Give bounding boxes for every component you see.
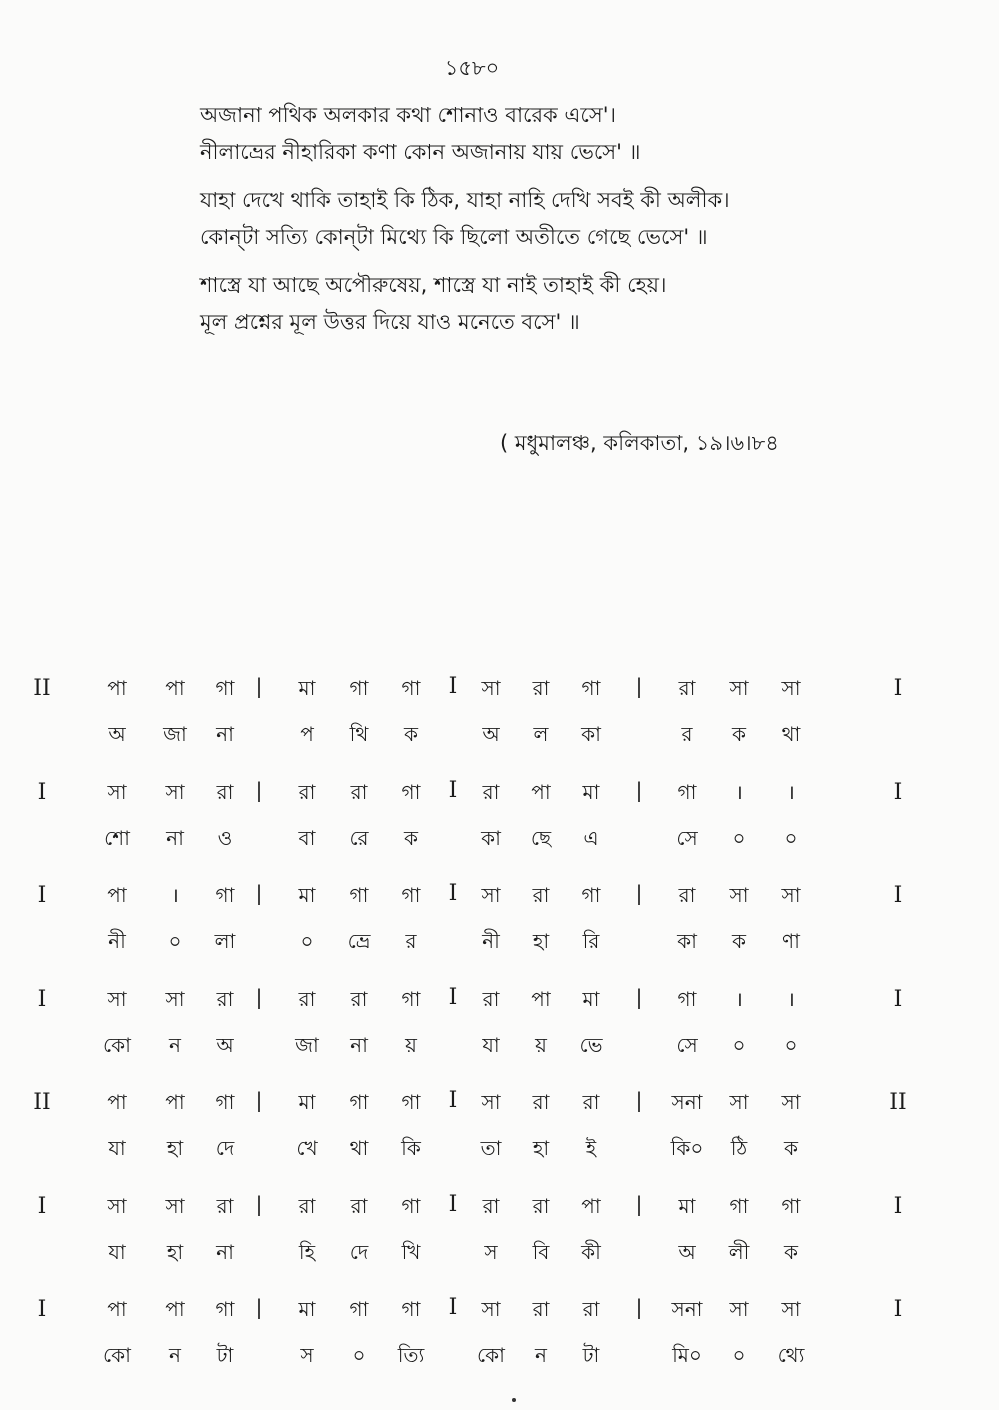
lyric-syllable: ০: [352, 1343, 366, 1367]
swara-note: মা: [298, 883, 316, 907]
lyric-syllable: যা: [108, 1136, 126, 1160]
lyric-syllable: ০: [732, 1032, 746, 1057]
lyric-syllable: ০: [784, 825, 798, 850]
lyric-syllable: ক: [784, 1136, 798, 1160]
measure-divider: I: [448, 777, 458, 803]
lyric-syllable: ক: [732, 929, 746, 953]
lyric-syllable: কা: [581, 722, 601, 746]
lyric-syllable: না: [216, 722, 234, 746]
swara-note: সা: [165, 779, 185, 804]
swara-note: মা: [298, 1090, 316, 1114]
lyric-syllable: যা: [108, 1239, 126, 1264]
lyric-syllable: হি: [298, 1239, 316, 1264]
swara-note: রা: [350, 986, 368, 1011]
swara-note: মা: [582, 779, 600, 804]
swara-note: গা: [349, 883, 369, 907]
end-bar-symbol: I: [893, 676, 903, 701]
swara-note: রা: [678, 883, 696, 907]
lyric-syllable: হা: [532, 1136, 550, 1160]
lyric-syllable: রে: [349, 825, 369, 850]
swara-note: ।: [787, 986, 795, 1011]
swara-note: রা: [532, 1193, 550, 1218]
swara-note: সা: [729, 676, 749, 700]
lyric-syllable: ০: [168, 929, 182, 953]
lyric-syllable: ক: [732, 722, 746, 746]
lyric-syllable: দে: [215, 1136, 235, 1160]
swara-note: মা: [582, 986, 600, 1011]
end-bar-symbol: I: [893, 883, 903, 908]
swara-note: গা: [349, 1297, 369, 1321]
swara-note: সা: [481, 676, 501, 700]
swara-note: সা: [729, 1297, 749, 1321]
swara-note: রা: [216, 1193, 234, 1218]
swara-note: পা: [107, 1297, 127, 1321]
swara-note: ।: [787, 779, 795, 804]
verse-line: কোন্‌টা সত্যি কোন্‌টা মিথ্যে কি ছিলো অতীতে গেছে ভেসে' ॥: [200, 225, 708, 249]
lyric-syllable: এ: [583, 825, 599, 850]
swara-note: সা: [481, 1090, 501, 1114]
swara-note: রা: [216, 779, 234, 804]
lyric-syllable: ০: [732, 825, 746, 850]
end-bar-symbol: I: [893, 779, 903, 805]
swara-note: গা: [215, 1090, 235, 1114]
lyric-syllable: ছে: [530, 825, 552, 850]
beat-divider: |: [635, 674, 643, 698]
swara-line: [96, 985, 826, 1021]
lyric-syllable: প: [300, 722, 314, 746]
start-bar-symbol: I: [37, 1193, 47, 1219]
swara-note: মা: [298, 1297, 316, 1321]
swara-note: গা: [581, 676, 601, 700]
stanza: [200, 270, 900, 337]
verse-line: যাহা দেখে থাকি তাহাই কি ঠিক, যাহা নাহি দেখি সবই কী অলীক।: [200, 188, 730, 212]
lyric-syllable: কি০: [670, 1136, 704, 1160]
lyric-syllable: সে: [676, 1032, 698, 1057]
swara-note: গা: [677, 779, 697, 804]
swara-line: [96, 881, 826, 917]
beat-divider: |: [255, 1088, 263, 1112]
page-mark: [512, 1398, 516, 1402]
swara-note: রা: [216, 986, 234, 1011]
notation-row: [0, 1186, 999, 1290]
swara-note: পা: [531, 986, 551, 1011]
lyric-syllable: থা: [349, 1136, 369, 1160]
lyric-syllable: খি: [401, 1239, 421, 1264]
lyric-syllable: না: [166, 825, 184, 850]
start-bar-symbol: II: [33, 1090, 51, 1115]
swara-note: সা: [165, 986, 185, 1011]
swara-note: সা: [481, 883, 501, 907]
swara-note: সা: [781, 1090, 801, 1114]
swara-note: পা: [165, 1297, 185, 1321]
swara-note: গা: [401, 986, 421, 1011]
end-bar-symbol: II: [889, 1090, 907, 1115]
beat-divider: |: [635, 881, 643, 905]
beat-divider: |: [255, 984, 263, 1009]
swara-note: সা: [781, 676, 801, 700]
swara-note: গা: [349, 1090, 369, 1114]
lyric-syllable: ও: [217, 825, 233, 850]
lyric-syllable: ই: [585, 1136, 597, 1160]
measure-divider: I: [448, 984, 458, 1010]
beat-divider: |: [255, 674, 263, 698]
swara-note: মা: [678, 1193, 696, 1218]
swara-note: পা: [531, 779, 551, 804]
lyric-syllable: ঠি: [730, 1136, 748, 1160]
beat-divider: |: [635, 777, 643, 802]
beat-divider: |: [635, 984, 643, 1009]
beat-divider: |: [255, 881, 263, 905]
lyric-syllable: থা: [781, 722, 801, 746]
swara-note: রা: [532, 1090, 550, 1114]
lyric-syllable: শো: [104, 825, 130, 850]
swara-line: [96, 674, 826, 710]
lyric-syllable: টা: [582, 1343, 600, 1367]
lyric-syllable: স: [300, 1343, 314, 1367]
syllable-line: [96, 824, 826, 860]
swara-note: রা: [482, 1193, 500, 1218]
swara-note: রা: [298, 779, 316, 804]
lyric-syllable: থ্যে: [777, 1343, 805, 1367]
page-number: ১৫৮০: [444, 56, 500, 80]
measure-divider: I: [448, 674, 458, 699]
lyric-syllable: ক: [784, 1239, 798, 1264]
notation-row: [0, 772, 999, 876]
lyric-syllable: ন: [535, 1343, 547, 1367]
swara-note: গা: [401, 1297, 421, 1321]
lyric-syllable: য়: [405, 1032, 417, 1057]
lyric-syllable: ০: [300, 929, 314, 953]
swara-note: রা: [532, 883, 550, 907]
lyric-syllable: জা: [295, 1032, 319, 1057]
swara-note: পা: [165, 1090, 185, 1114]
lyric-syllable: জা: [163, 722, 187, 746]
stanza: [200, 185, 900, 252]
lyric-syllable: বি: [532, 1239, 550, 1264]
lyric-syllable: রি: [582, 929, 600, 953]
swara-note: সনা: [671, 1090, 703, 1114]
lyric-syllable: ক: [404, 722, 418, 746]
lyric-syllable: ণা: [782, 929, 800, 953]
lyric-syllable: যা: [482, 1032, 500, 1057]
end-bar-symbol: I: [893, 986, 903, 1012]
lyric-syllable: ন: [169, 1032, 181, 1057]
swara-note: গা: [401, 883, 421, 907]
swara-note: গা: [401, 1090, 421, 1114]
swara-note: পা: [107, 676, 127, 700]
swara-note: সা: [781, 883, 801, 907]
swara-note: পা: [107, 1090, 127, 1114]
notation-row: [0, 875, 999, 979]
beat-divider: |: [255, 1191, 263, 1216]
swara-note: রা: [350, 1193, 368, 1218]
swara-note: রা: [582, 1090, 600, 1114]
lyric-syllable: ক: [404, 825, 418, 850]
swara-note: রা: [350, 779, 368, 804]
lyric-syllable: না: [350, 1032, 368, 1057]
end-bar-symbol: I: [893, 1193, 903, 1219]
measure-divider: I: [448, 1191, 458, 1217]
start-bar-symbol: I: [37, 1297, 47, 1322]
swara-note: সা: [729, 883, 749, 907]
beat-divider: |: [255, 1295, 263, 1319]
lyric-syllable: সে: [676, 825, 698, 850]
notation-row: [0, 1289, 999, 1393]
lyric-syllable: বা: [298, 825, 316, 850]
swara-note: রা: [482, 986, 500, 1011]
verse-line: শাস্ত্রে যা আছে অপৌরুষেয়, শাস্ত্রে যা নাই তাহাই কী হেয়।: [200, 273, 667, 297]
swara-note: গা: [215, 676, 235, 700]
syllable-line: [96, 1031, 826, 1067]
swara-note: রা: [532, 1297, 550, 1321]
start-bar-symbol: I: [37, 883, 47, 908]
lyric-syllable: নী: [482, 929, 500, 953]
start-bar-symbol: I: [37, 779, 47, 805]
swara-note: সনা: [671, 1297, 703, 1321]
lyric-syllable: অ: [678, 1239, 696, 1264]
lyric-syllable: না: [216, 1239, 234, 1264]
swara-note: সা: [781, 1297, 801, 1321]
swara-note: গা: [215, 1297, 235, 1321]
lyric-syllable: হা: [166, 1136, 184, 1160]
lyric-syllable: তা: [480, 1136, 502, 1160]
lyric-syllable: অ: [108, 722, 126, 746]
swara-note: রা: [532, 676, 550, 700]
swara-note: সা: [729, 1090, 749, 1114]
syllable-line: [96, 927, 826, 963]
notation-row: [0, 979, 999, 1083]
swara-note: সা: [165, 1193, 185, 1218]
swara-note: গা: [349, 676, 369, 700]
lyric-syllable: ত্যি: [397, 1343, 425, 1367]
lyric-syllable: কি: [401, 1136, 421, 1160]
start-bar-symbol: I: [37, 986, 47, 1012]
swara-line: [96, 1295, 826, 1331]
swara-note: গা: [781, 1193, 801, 1218]
syllable-line: [96, 720, 826, 756]
lyric-syllable: লা: [214, 929, 236, 953]
start-bar-symbol: II: [33, 676, 51, 701]
measure-divider: I: [448, 1088, 458, 1113]
swara-note: মা: [298, 676, 316, 700]
swara-note: গা: [581, 883, 601, 907]
verse-line: অজানা পথিক অলকার কথা শোনাও বারেক এসে'।: [200, 103, 616, 127]
notation-row: [0, 668, 999, 772]
lyric-syllable: থি: [349, 722, 369, 746]
lyric-syllable: কো: [477, 1343, 505, 1367]
swara-note: ।: [171, 883, 179, 907]
syllable-line: [96, 1238, 826, 1274]
lyric-syllable: কী: [581, 1239, 601, 1264]
swara-line: [96, 1192, 826, 1228]
lyric-syllable: কা: [677, 929, 697, 953]
lyric-syllable: ন: [169, 1343, 181, 1367]
swara-line: [96, 1088, 826, 1124]
swara-note: পা: [165, 676, 185, 700]
lyric-syllable: দে: [349, 1239, 369, 1264]
notation-row: [0, 1082, 999, 1186]
lyric-syllable: ভে: [579, 1032, 603, 1057]
swara-note: গা: [677, 986, 697, 1011]
stanza: [200, 100, 900, 167]
lyric-syllable: টা: [216, 1343, 234, 1367]
lyric-syllable: লী: [728, 1239, 750, 1264]
swara-note: পা: [107, 883, 127, 907]
syllable-line: [96, 1341, 826, 1377]
beat-divider: |: [635, 1295, 643, 1319]
lyric-syllable: য়: [535, 1032, 547, 1057]
swara-note: গা: [215, 883, 235, 907]
swara-note: গা: [729, 1193, 749, 1218]
lyric-syllable: মি০: [672, 1343, 702, 1367]
lyric-syllable: ০: [784, 1032, 798, 1057]
swara-note: ।: [735, 779, 743, 804]
swara-note: রা: [298, 986, 316, 1011]
beat-divider: |: [255, 777, 263, 802]
verse-line: নীলাভ্রের নীহারিকা কণা কোন অজানায় যায় ভেসে' ॥: [200, 140, 641, 164]
swara-note: ।: [735, 986, 743, 1011]
lyric-syllable: হা: [532, 929, 550, 953]
swara-note: পা: [581, 1193, 601, 1218]
swara-note: রা: [582, 1297, 600, 1321]
measure-divider: I: [448, 1295, 458, 1320]
swara-note: সা: [107, 1193, 127, 1218]
swara-note: সা: [107, 986, 127, 1011]
lyric-syllable: কা: [481, 825, 501, 850]
lyric-syllable: কো: [103, 1343, 131, 1367]
beat-divider: |: [635, 1088, 643, 1112]
end-bar-symbol: I: [893, 1297, 903, 1322]
swara-note: রা: [482, 779, 500, 804]
source-citation: ( মধুমালঞ্চ, কলিকাতা, ১৯।৬।৮৪: [500, 431, 779, 455]
lyric-syllable: অ: [482, 722, 500, 746]
lyric-syllable: ০: [732, 1343, 746, 1367]
lyric-syllable: খে: [296, 1136, 318, 1160]
swara-note: রা: [298, 1193, 316, 1218]
swara-note: গা: [401, 1193, 421, 1218]
verse-line: মূল প্রশ্নের মূল উত্তর দিয়ে যাও মনেতে বসে' ॥: [200, 310, 580, 334]
swara-line: [96, 778, 826, 814]
lyric-syllable: হা: [166, 1239, 184, 1264]
lyric-syllable: নী: [108, 929, 126, 953]
beat-divider: |: [635, 1191, 643, 1216]
song-lyrics: [200, 100, 900, 355]
measure-divider: I: [448, 881, 458, 906]
lyric-syllable: কো: [103, 1032, 131, 1057]
music-notation: [0, 668, 999, 1393]
lyric-syllable: র: [681, 722, 693, 746]
lyric-syllable: র: [405, 929, 417, 953]
swara-note: রা: [678, 676, 696, 700]
syllable-line: [96, 1134, 826, 1170]
lyric-syllable: অ: [216, 1032, 234, 1057]
swara-note: গা: [401, 779, 421, 804]
lyric-syllable: ভ্রে: [347, 929, 371, 953]
lyric-syllable: স: [484, 1239, 498, 1264]
swara-note: গা: [401, 676, 421, 700]
lyric-syllable: ল: [533, 722, 549, 746]
swara-note: সা: [481, 1297, 501, 1321]
swara-note: সা: [107, 779, 127, 804]
